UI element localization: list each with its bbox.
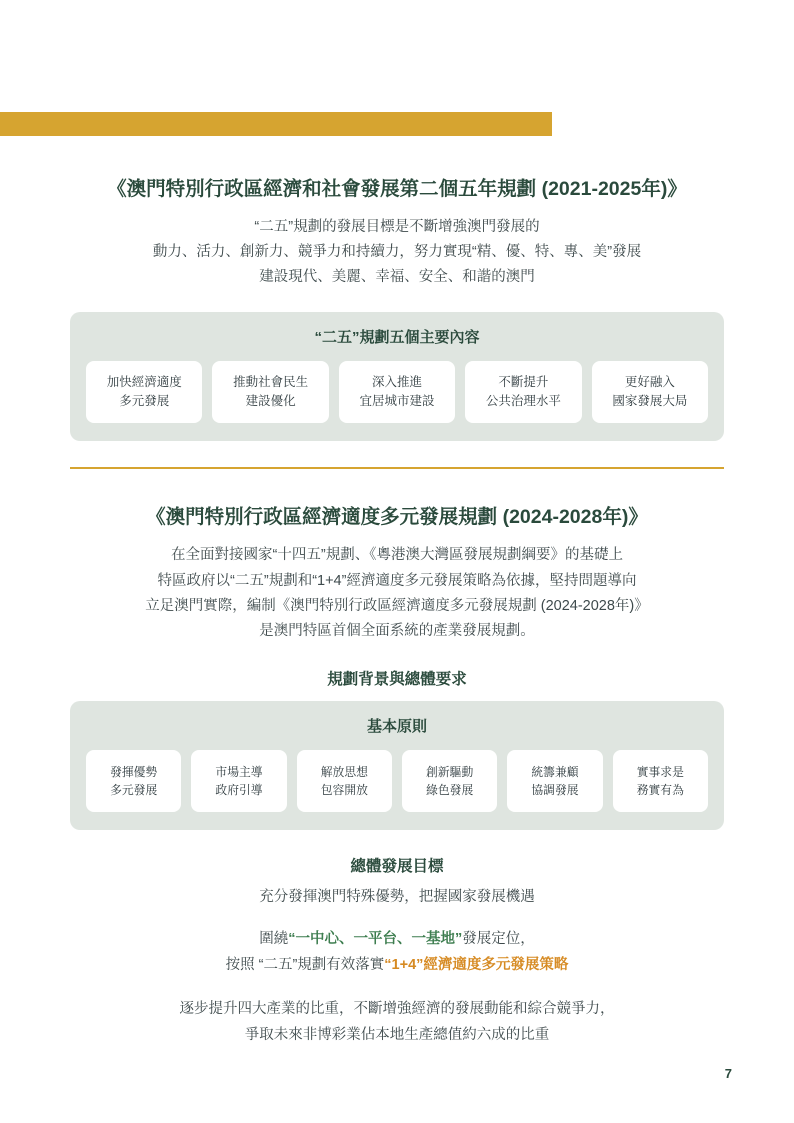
card-line: 統籌兼顧 [531, 764, 579, 779]
page-number: 7 [724, 1066, 732, 1081]
goal-line-1: 充分發揮澳門特殊優勢，把握國家發展機遇 [259, 888, 535, 905]
goal-line-2 [70, 926, 724, 978]
card-line: 國家發展大局 [612, 394, 688, 409]
card-item [402, 750, 497, 812]
card-line: 更好融入 [624, 374, 675, 389]
goal-line-4: 逐步提升四大產業的比重，不斷增強經濟的發展動能和綜合競爭力， [179, 1001, 615, 1018]
card-line: 不斷提升 [498, 374, 549, 389]
section1-panel [70, 312, 724, 441]
card-line: 宜居城市建設 [359, 394, 435, 409]
section1-title: 《澳門特別行政區經濟和社會發展第二個五年規劃 (2021-2025年)》 [107, 178, 687, 200]
section2-paragraph-line-1: 在全面對接國家“十四五”規劃、《粵港澳大灣區發展規劃綱要》的基礎上 [171, 547, 623, 564]
card-line: 包容開放 [320, 782, 368, 797]
top-accent-bar [0, 112, 552, 136]
goal-line-3-prefix: 按照 “二五”規劃有效落實 [225, 957, 385, 974]
card-line: 解放思想 [320, 764, 368, 779]
card-item [212, 361, 328, 423]
section1-subtitle-line-2: 動力、活力、創新力、競爭力和持續力，努力實現“精、優、特、專、美”發展 [152, 244, 642, 261]
card-line: 多元發展 [110, 782, 158, 797]
goal-line-4-group [70, 996, 724, 1048]
card-line: 多元發展 [119, 394, 170, 409]
card-line: 綠色發展 [426, 782, 474, 797]
card-line: 發揮優勢 [110, 764, 158, 779]
card-line: 協調發展 [531, 782, 579, 797]
card-line: 深入推進 [372, 374, 423, 389]
card-item [86, 750, 181, 812]
goal-line-2-row [70, 926, 724, 952]
card-item [613, 750, 708, 812]
card-item [191, 750, 286, 812]
section1-card-list [86, 361, 708, 423]
section2-mid-heading: 規劃背景與總體要求 [327, 670, 467, 688]
card-item [465, 361, 581, 423]
card-line: 創新驅動 [426, 764, 474, 779]
section2-panel [70, 701, 724, 830]
card-item [86, 361, 202, 423]
card-line: 政府引導 [215, 782, 263, 797]
section2-paragraph [70, 543, 724, 645]
section1-subtitle-line-3: 建設現代、美麗、幸福、安全、和諧的澳門 [259, 269, 535, 286]
goal-line-5: 爭取未來非博彩業佔本地生產總值約六成的比重 [244, 1027, 550, 1044]
goal-line-2-highlight: “一中心、一平台、一基地” [288, 930, 463, 947]
card-item [339, 361, 455, 423]
section2-card-list [86, 750, 708, 812]
section2-paragraph-line-4: 是澳門特區首個全面系統的產業發展規劃。 [259, 623, 535, 640]
card-line: 實事求是 [636, 764, 684, 779]
section1-subtitle [70, 215, 724, 290]
card-item [592, 361, 708, 423]
card-line: 加快經濟適度 [106, 374, 182, 389]
goal-heading: 總體發展目標 [350, 857, 444, 875]
card-line: 建設優化 [245, 394, 296, 409]
goal-line-3-row [70, 952, 724, 978]
card-line: 推動社會民生 [233, 374, 309, 389]
page-content [70, 175, 724, 1048]
goal-line-2-prefix: 圍繞 [259, 930, 289, 947]
goal-line-3-highlight: “1+4”經濟適度多元發展策略 [384, 957, 569, 974]
section-divider [70, 467, 724, 469]
card-line: 公共治理水平 [485, 394, 561, 409]
section1-panel-title: “二五”規劃五個主要內容 [314, 329, 480, 347]
card-item [507, 750, 602, 812]
goal-line-2-suffix: 發展定位， [462, 930, 535, 947]
card-item [297, 750, 392, 812]
card-line: 市場主導 [215, 764, 263, 779]
section1-subtitle-line-1: “二五”規劃的發展目標是不斷增強澳門發展的 [254, 219, 540, 236]
section2-paragraph-line-2: 特區政府以“二五”規劃和“1+4”經濟適度多元發展策略為依據，堅持問題導向 [157, 572, 637, 589]
gold-bar [0, 112, 552, 136]
section2-paragraph-line-3: 立足澳門實際，編制《澳門特別行政區經濟適度多元發展規劃 (2024-2028年)》 [145, 598, 649, 615]
section2-panel-title: 基本原則 [366, 717, 427, 735]
card-line: 務實有為 [636, 782, 684, 797]
section2-title: 《澳門特別行政區經濟適度多元發展規劃 (2024-2028年)》 [146, 506, 648, 529]
section2 [70, 503, 724, 1048]
